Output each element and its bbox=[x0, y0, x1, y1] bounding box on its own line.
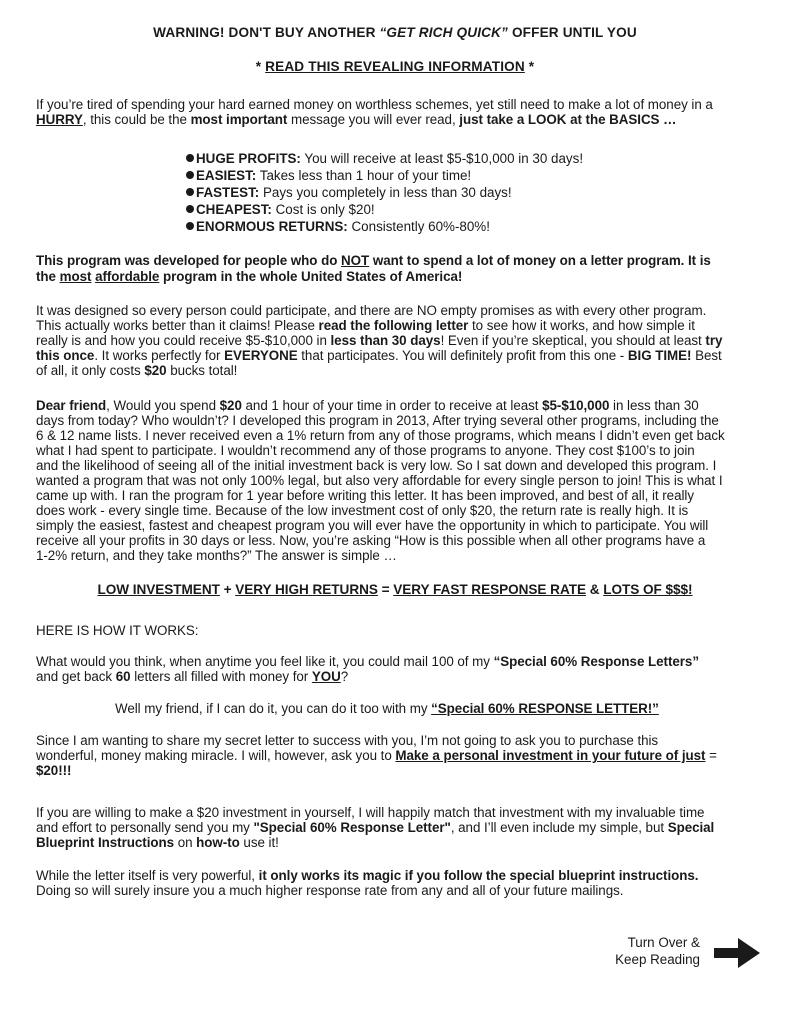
benefit-enormous-returns: ENORMOUS RETURNS: Consistently 60%-80%! bbox=[186, 218, 583, 235]
since-line-2: wonderful, money making miracle. I will, however, ask you to Make a personal investment in your future of just = bbox=[36, 748, 717, 763]
friend-line-1: Dear friend, Would you spend $20 and 1 hour of your time in order to receive at least $5-$10,000 in less than 30 bbox=[36, 398, 699, 413]
intro-line-1: If you’re tired of spending your hard earned money on worthless schemes, yet still need to make a lot of money in a bbox=[36, 97, 713, 112]
friend-line-10: receive all your profits in 30 days or less. Now, you’re asking “How is this possible when all other programs have a bbox=[36, 533, 706, 548]
would-line-2: and get back 60 letters all filled with money for YOU? bbox=[36, 669, 349, 684]
bullet-icon bbox=[186, 188, 194, 196]
formula-line: LOW INVESTMENT + VERY HIGH RETURNS = VERY FAST RESPONSE RATE & LOTS OF $$$! bbox=[97, 582, 693, 597]
friend-line-9: simply the easiest, fastest and cheapest program you will ever have the opportunity in which to participate. You will bbox=[36, 518, 709, 533]
headline-read-this: * READ THIS REVEALING INFORMATION * bbox=[255, 59, 535, 74]
powerful-line-2: Doing so will surely insure you a much higher response rate from any and all of your future mailings. bbox=[36, 883, 624, 898]
friend-line-11: 1-2% return, and they take months?” The answer is simple … bbox=[36, 548, 397, 563]
benefit-fastest: FASTEST: Pays you completely in less than 30 days! bbox=[186, 184, 583, 201]
would-line-1: What would you think, when anytime you feel like it, you could mail 100 of my “Special 60% Response Letters” bbox=[36, 654, 699, 669]
headline-warning: WARNING! DON'T BUY ANOTHER “GET RICH QUICK” OFFER UNTIL YOU bbox=[153, 25, 637, 40]
willing-line-3: Blueprint Instructions on how-to use it! bbox=[36, 835, 279, 850]
friend-line-2: days from today? Who wouldn’t? I developed this program in 2013, After trying several other programs, including the bbox=[36, 413, 719, 428]
friend-line-8: does work - every single time. Because of the low investment cost of only $20, the return rate is really high. It is bbox=[36, 503, 689, 518]
designed-line-4: this once. It works perfectly for EVERYONE that participates. You will definitely profit from this one - BIG TIME! Best bbox=[36, 348, 722, 363]
friend-line-7: came up with. I ran the program for 1 year before writing this letter. It has been improved, and best of all, it really bbox=[36, 488, 694, 503]
right-arrow-icon bbox=[714, 938, 760, 968]
designed-line-1: It was designed so every person could participate, and there are NO empty promises as with every other program. bbox=[36, 303, 707, 318]
bullet-icon bbox=[186, 171, 194, 179]
well-my-friend-line: Well my friend, if I can do it, you can do it too with my “Special 60% RESPONSE LETTER!” bbox=[115, 701, 659, 716]
bullet-icon bbox=[186, 205, 194, 213]
how-it-works-heading: HERE IS HOW IT WORKS: bbox=[36, 623, 199, 638]
designed-line-5: of all, it only costs $20 bucks total! bbox=[36, 363, 238, 378]
benefit-easiest: EASIEST: Takes less than 1 hour of your time! bbox=[186, 167, 583, 184]
willing-line-1: If you are willing to make a $20 investment in yourself, I will happily match that investment with my invaluable time bbox=[36, 805, 705, 820]
bullet-icon bbox=[186, 154, 194, 162]
powerful-line-1: While the letter itself is very powerful, it only works its magic if you follow the special blueprint instructions. bbox=[36, 868, 699, 883]
willing-line-2: and effort to personally send you my "Special 60% Response Letter", and I’ll even include my simple, but Special bbox=[36, 820, 715, 835]
friend-line-3: 6 & 12 name lists. I never received even a 1% return from any of those programs, which means I didn’t even get back bbox=[36, 428, 725, 443]
benefits-list bbox=[186, 150, 583, 235]
designed-line-2: This actually works better than it claims! Please read the following letter to see how it works, and how simple it bbox=[36, 318, 695, 333]
benefit-cheapest: CHEAPEST: Cost is only $20! bbox=[186, 201, 583, 218]
intro-line-2: HURRY, this could be the most important message you will ever read, just take a LOOK at the BASICS … bbox=[36, 112, 677, 127]
friend-line-4: what I had spent to participate. I wouldn’t recommend any of those programs to anyone. They cost $100’s to join bbox=[36, 443, 695, 458]
program-line-1: This program was developed for people who do NOT want to spend a lot of money on a letter program. It is bbox=[36, 253, 711, 268]
bullet-icon bbox=[186, 222, 194, 230]
friend-line-6: wanted a program that was not only 100% legal, but also very affordable for every single person to join! This is what I bbox=[36, 473, 723, 488]
benefit-huge-profits: HUGE PROFITS: You will receive at least $5-$10,000 in 30 days! bbox=[186, 150, 583, 167]
turn-over-line-1: Turn Over & bbox=[627, 935, 700, 950]
since-line-1: Since I am wanting to share my secret letter to success with you, I’m not going to ask you to purchase this bbox=[36, 733, 659, 748]
turn-over-line-2: Keep Reading bbox=[615, 952, 700, 967]
turn-over-note bbox=[608, 934, 700, 968]
designed-line-3: really is and how you could receive $5-$10,000 in less than 30 days! Even if you’re skeptical, you should at least try bbox=[36, 333, 723, 348]
friend-line-5: and the likelihood of seeing all of the initial investment back is very low. So I sat down and developed this program. I bbox=[36, 458, 717, 473]
program-line-2: the most affordable program in the whole United States of America! bbox=[36, 269, 463, 284]
since-line-3: $20!!! bbox=[36, 763, 72, 778]
